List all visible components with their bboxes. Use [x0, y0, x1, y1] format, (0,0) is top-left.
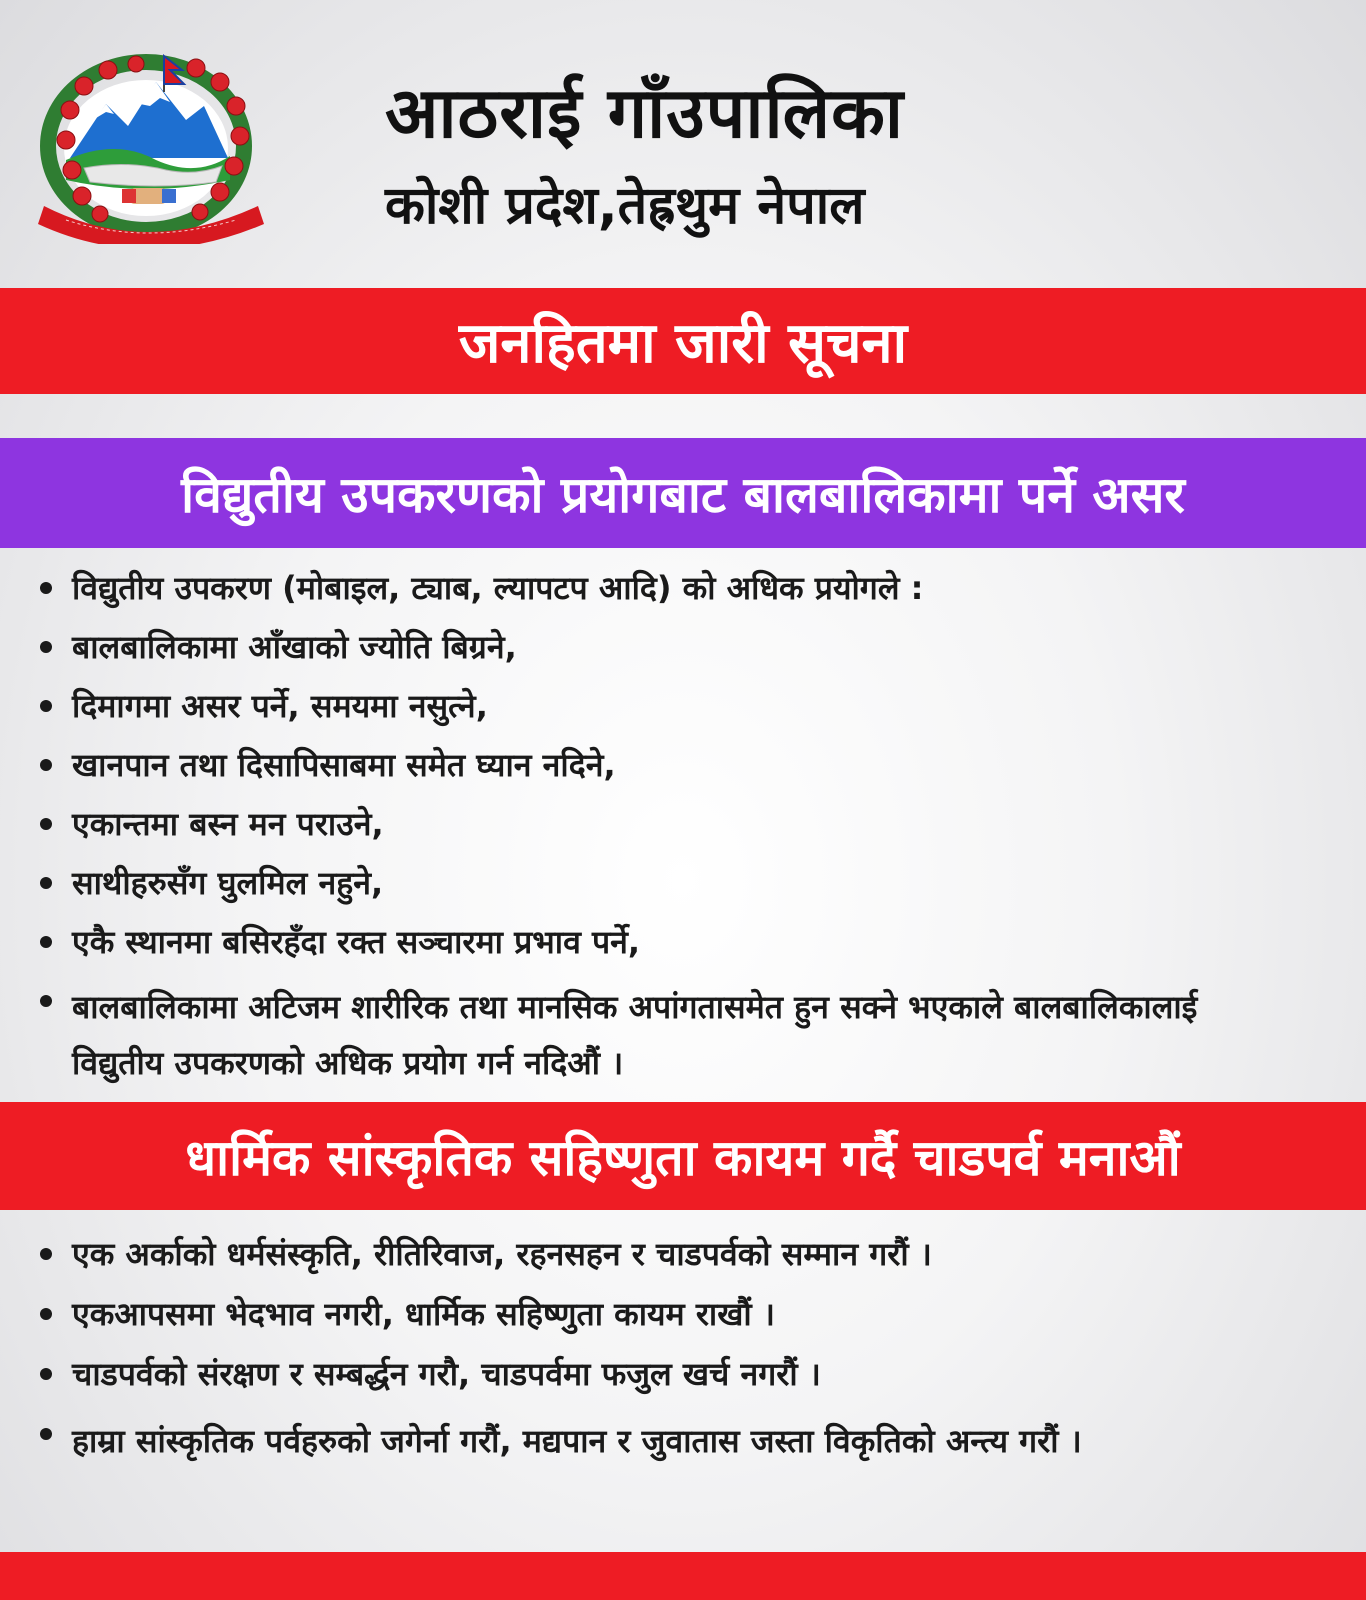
bottom-band	[0, 1552, 1366, 1600]
bullet-icon	[40, 995, 52, 1007]
list-item-text: दिमागमा असर पर्ने, समयमा नसुत्ने,	[72, 687, 488, 725]
list-item	[36, 1232, 1336, 1292]
bullet-icon	[40, 936, 52, 948]
bullet-icon	[40, 582, 52, 594]
list-item-text: हाम्रा सांस्कृतिक पर्वहरुको जगेर्ना गरौं, मद्यपान र जुवातास जस्ता विकृतिको अन्त्य गरौं ।	[72, 1422, 1082, 1460]
notice-title-band	[0, 288, 1366, 394]
section1-title: विद्युतीय उपकरणको प्रयोगबाट बालबालिकामा पर्ने असर	[181, 466, 1185, 524]
list-item-text: एकआपसमा भेदभाव नगरी, धार्मिक सहिष्णुता कायम राखौं ।	[72, 1295, 775, 1333]
bullet-icon	[40, 1428, 52, 1440]
office-name: आठराई गाँउपालिका	[385, 72, 904, 154]
list-item-text: खानपान तथा दिसापिसाबमा समेत घ्यान नदिने,	[72, 746, 616, 784]
bullet-icon	[40, 700, 52, 712]
header	[0, 0, 1366, 288]
section2-list	[36, 1232, 1336, 1470]
list-item	[36, 1292, 1336, 1352]
bullet-icon	[40, 1368, 52, 1380]
section1-list	[36, 566, 1336, 1091]
notice-title: जनहितमा जारी सूचना	[458, 311, 908, 376]
list-item-text: चाडपर्वको संरक्षण र सम्बर्द्धन गरौ, चाडपर्वमा फजुल खर्च नगरौं ।	[72, 1355, 821, 1393]
list-item	[36, 684, 1336, 743]
list-item	[36, 920, 1336, 979]
bullet-icon	[40, 1248, 52, 1260]
list-item	[36, 625, 1336, 684]
list-item-text: साथीहरुसँग घुलमिल नहुने,	[72, 864, 384, 902]
nepal-government-emblem-icon	[36, 48, 266, 244]
section2-title-band	[0, 1102, 1366, 1210]
office-address: कोशी प्रदेश,तेह्रथुम नेपाल	[385, 176, 865, 236]
bullet-icon	[40, 641, 52, 653]
list-item	[36, 979, 1296, 1091]
list-item-text: एकान्तमा बस्न मन पराउने,	[72, 805, 384, 843]
section2-title: धार्मिक सांस्कृतिक सहिष्णुता कायम गर्दै चाडपर्व मनाऔं	[185, 1129, 1181, 1187]
list-item-text: बालबालिकामा आँखाको ज्योति बिग्रने,	[72, 628, 517, 666]
list-item	[36, 861, 1336, 920]
section1-title-band	[0, 438, 1366, 548]
list-item	[36, 1412, 1296, 1470]
bullet-icon	[40, 877, 52, 889]
bullet-icon	[40, 759, 52, 771]
bullet-icon	[40, 818, 52, 830]
list-item-text: विद्युतीय उपकरण (मोबाइल, ट्याब, ल्यापटप आदि) को अधिक प्रयोगले :	[72, 569, 924, 607]
list-item	[36, 802, 1336, 861]
list-item-text: बालबालिकामा अटिजम शारीरिक तथा मानसिक अपांगतासमेत हुन सक्ने भएकाले बालबालिकालाई विद्युतीय उपकरणको अधिक प्रयोग गर्न नदिऔं ।	[72, 988, 1198, 1082]
list-item	[36, 566, 1336, 625]
bullet-icon	[40, 1308, 52, 1320]
list-item-text: एक अर्काको धर्मसंस्कृति, रीतिरिवाज, रहनसहन र चाडपर्वको सम्मान गरौं ।	[72, 1235, 932, 1273]
list-item-text: एकै स्थानमा बसिरहँदा रक्त सञ्चारमा प्रभाव पर्ने,	[72, 923, 641, 961]
list-item	[36, 743, 1336, 802]
list-item	[36, 1352, 1336, 1412]
